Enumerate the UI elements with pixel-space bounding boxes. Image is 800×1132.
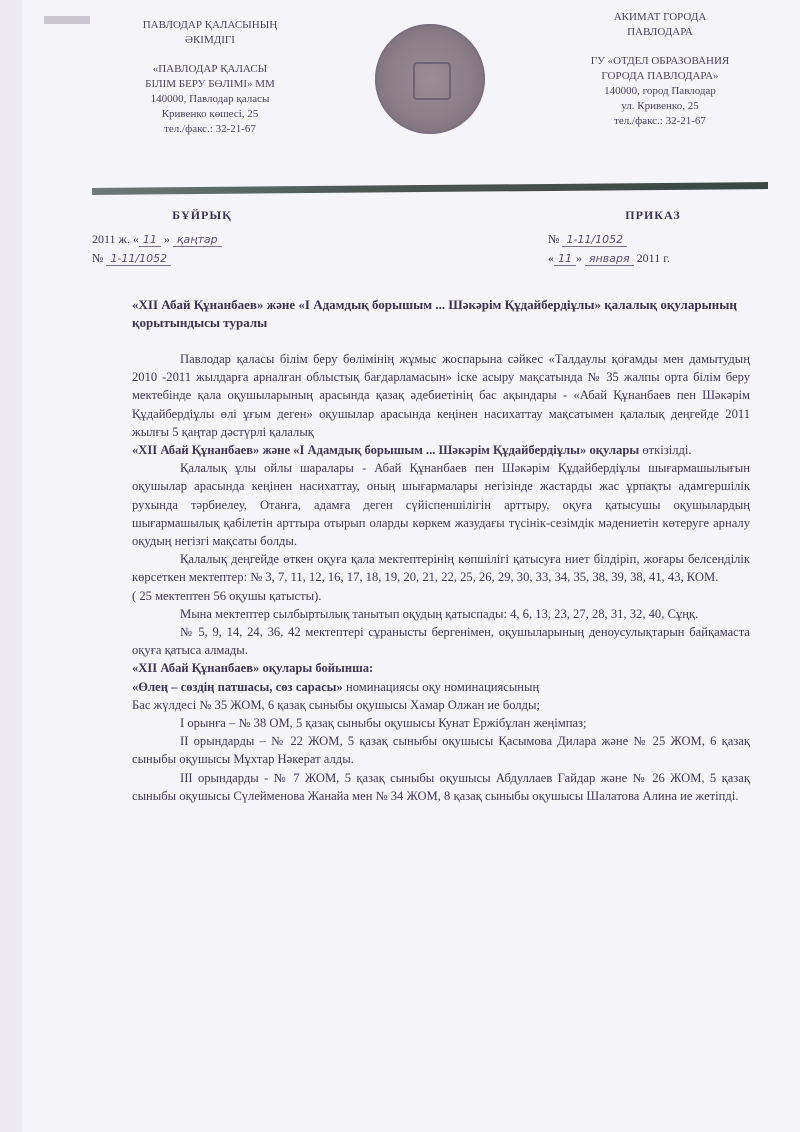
paragraph: II орындарды – № 22 ЖОМ, 5 қазақ сыныбы оқушысы Қасымова Дилара және № 25 ЖОМ, 6 қазақ сыныбы оқушысы Мұхтар Нәкерат алды. [132,734,750,767]
handwritten-number: 1-11/1052 [562,233,627,247]
handwritten-day: 11 [554,252,576,266]
org-name-line1: АКИМАТ ГОРОДА [613,11,707,23]
org-name-line1: ПАВЛОДАР ҚАЛАСЫНЫҢ [142,19,278,31]
order-block-russian [548,206,758,268]
scan-artifact [44,16,90,24]
paragraph: I орынға – № 38 ОМ, 5 қазақ сыныбы оқушысы Кунат Ержібұлан жеңімпаз; [180,716,587,731]
scan-left-edge [0,0,22,1132]
phone: тел./факс.: 32-21-67 [164,123,256,135]
order-date: 2011 ж. « 11 » қаңтар [92,230,312,249]
handwritten-month: қаңтар [173,233,222,247]
order-block-kazakh [92,206,312,268]
header-right-russian [560,10,760,129]
section-heading: «XII Абай Құнанбаев» оқулары бойынша: [132,661,374,676]
dept-name-line2: БІЛІМ БЕРУ БӨЛІМІ» ММ [145,78,275,90]
paragraph: Мына мектептер сылбыртылық танытып оқудың қатыспады: 4, 6, 13, 23, 27, 28, 31, 32, 40, Сұңқ. [180,606,699,621]
paragraph: «Өлең – сөздің патшасы, сөз сарасы» номинациясы оқу номинациясының [132,679,540,694]
document-title: «XII Абай Құнанбаев» және «І Адамдық борышым ... Шәкәрім Құдайбердіұлы» қалалық оқуларының қорытындысы туралы [132,297,737,330]
paragraph: Бас жүлдесі № 35 ЖОМ, 6 қазақ сыныбы оқушысы Хамар Олжан ие болды; [132,697,541,712]
address-line2: ул. Кривенко, 25 [621,100,699,112]
dept-name-line1: «ПАВЛОДАР ҚАЛАСЫ [152,63,268,75]
paragraph: ( 25 мектептен 56 оқушы қатысты). [132,588,322,603]
address-line1: 140000, город Павлодар [604,85,716,97]
dept-name-line2: ГОРОДА ПАВЛОДАРА» [601,70,719,82]
document-body [132,350,750,805]
org-name-line2: ӘКІМДІГІ [185,34,235,46]
handwritten-day: 11 [139,233,161,247]
paragraph: № 5, 9, 14, 24, 36, 42 мектептері сұранысты бергенімен, оқушыларының деноусулықтарын байқамаста оқуға қатыса алмады. [132,625,750,658]
order-number: № 1-11/1052 [548,230,758,249]
paragraph: «XII Абай Құнанбаев» және «І Адамдық борышым ... Шәкәрім Құдайбердіұлы» оқулары өткізілді. [132,443,692,458]
handwritten-month: января [585,252,634,266]
order-number: № 1-11/1052 [92,249,312,268]
phone: тел./факс.: 32-21-67 [614,115,706,127]
paragraph: Қалалық деңгейде өткен оқуға қала мектептерінің көпшілігі қатысуға ниет білдіріп, жоғары белсенділік көрсеткен мектептер: № 3, 7, 11, 12, 16, 17, 18, 19, 20, 21, 22, 25, 26, 29, 30, 33, 34, 35, 38, 39, 38, 41, 43, КОМ. [132,552,750,585]
paragraph: Қалалық ұлы ойлы шаралары - Абай Құнанбаев пен Шәкәрім Құдайбердіұлы шығармашылығын оқушылар арасында кеңінен насихаттау, оның шығармалары негізінде жастарды жас ұрпақты адамгершілік рухында тәрбиелеу, Отанға, адамға деген сүйіспеншілігін арттыру, оқуға қатысушы оқушылардың шығармашылық қабілетін арттыра отырып оларды көркем жазудағы түсінік-сезімдік мәдениетін көтеруге арналу оқудың негізгі мақсаты болды. [132,461,750,549]
address-line2: Кривенко көшесі, 25 [161,108,259,120]
paragraph: Павлодар қаласы білім беру бөлімінің жұмыс жоспарына сәйкес «Талдаулы қоғамды мен дамытудың 2010 -2011 жылдарға арналған облыстық бағдарламасын» іске асыру мақсатында № 35 жалпы орта білім беру мектебінде қала оқушыларының арасында қазақ әдебиетінің бас ақындары - «Абай Құнанбаев пен Шәкәрім Құдайбердіұлы өлі ұғым деген» оқушылар арасында кеңінен насихаттау мақсатымен қалалық деңгейде 2011 жылғы 5 қаңтар дәстүрлі қалалық [132,352,750,439]
address-line1: 140000, Павлодар қаласы [150,93,270,105]
org-name-line2: ПАВЛОДАРА [627,26,693,38]
handwritten-number: 1-11/1052 [106,252,171,266]
header-left-kazakh [95,18,325,137]
order-date: « 11 » января 2011 г. [548,251,670,265]
paragraph: III орындарды - № 7 ЖОМ, 5 қазақ сыныбы оқушысы Абдуллаев Гайдар және № 26 ЖОМ, 5 қазақ сыныбы оқушысы Сүлейменова Жанайа мен № 34 ЖОМ, 8 қазақ сыныбы оқушысы Шалатова Алина ие жетіпді. [132,770,750,803]
state-emblem-icon [375,24,485,134]
order-title: БҰЙРЫҚ [172,208,232,222]
order-title: ПРИКАЗ [625,208,681,222]
dept-name-line1: ГУ «ОТДЕЛ ОБРАЗОВАНИЯ [590,55,730,67]
